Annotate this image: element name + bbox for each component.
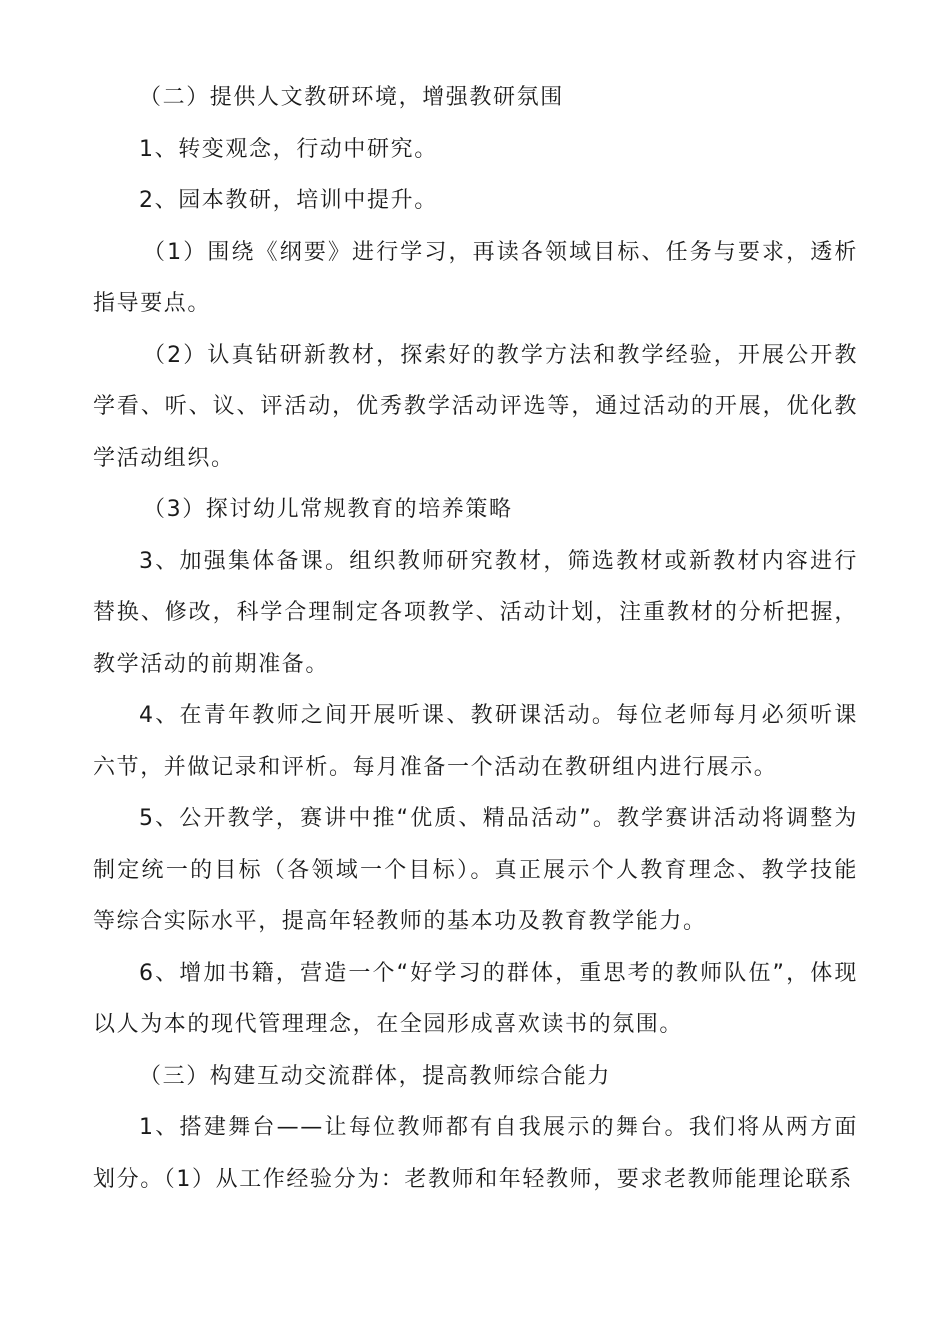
section-heading: （三）构建互动交流群体，提高教师综合能力: [139, 1063, 612, 1089]
paragraph: 6、增加书籍，营造一个“好学习的群体，重思考的教师队伍”，体现以人为本的现代管理理念，在全园形成喜欢读书的氛围。: [93, 960, 858, 1037]
paragraph: （2）认真钻研新教材，探索好的教学方法和教学经验，开展公开教学看、听、议、评活动，优秀教学活动评选等，通过活动的开展，优化教学活动组织。: [93, 342, 858, 471]
paragraph: 4、在青年教师之间开展听课、教研课活动。每位老师每月必须听课六节，并做记录和评析。每月准备一个活动在教研组内进行展示。: [93, 703, 858, 780]
section-heading: （二）提供人文教研环境，增强教研氛围: [139, 85, 564, 110]
paragraph: 1、搭建舞台——让每位教师都有自我展示的舞台。我们将从两方面划分。（1）从工作经验分为：老教师和年轻教师，要求老教师能理论联系: [93, 1115, 858, 1192]
paragraph: （1）围绕《纲要》进行学习，再读各领域目标、任务与要求，透析指导要点。: [93, 239, 858, 316]
document-page: [93, 72, 858, 1205]
paragraph: 2、园本教研，培训中提升。: [139, 188, 438, 213]
paragraph: （3）探讨幼儿常规教育的培养策略: [143, 497, 513, 522]
paragraph: 3、加强集体备课。组织教师研究教材，筛选教材或新教材内容进行替换、修改，科学合理制定各项教学、活动计划，注重教材的分析把握，教学活动的前期准备。: [93, 548, 858, 677]
paragraph: 1、转变观念，行动中研究。: [139, 136, 438, 162]
paragraph: 5、公开教学，赛讲中推“优质、精品活动”。教学赛讲活动将调整为制定统一的目标（各领域一个目标）。真正展示个人教育理念、教学技能等综合实际水平，提高年轻教师的基本功及教育教学能力。: [93, 806, 858, 934]
